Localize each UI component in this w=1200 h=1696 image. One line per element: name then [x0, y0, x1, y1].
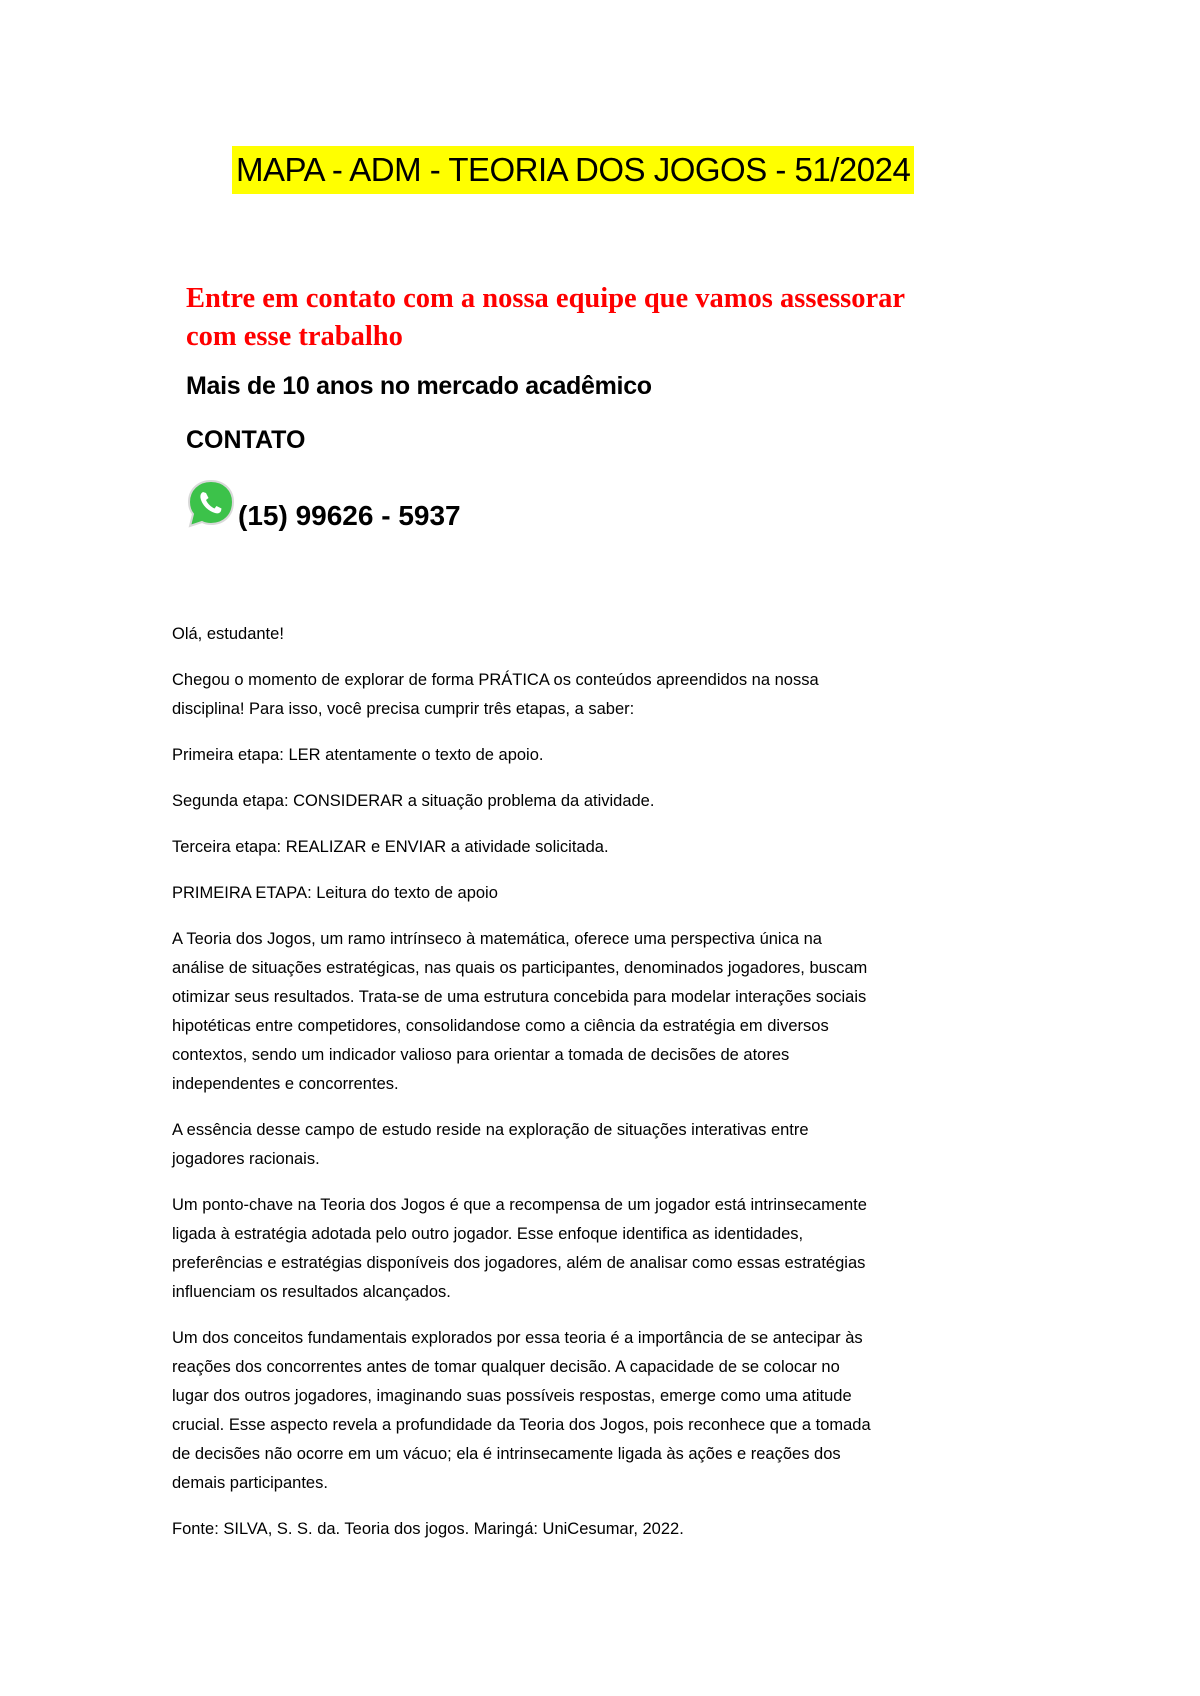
text-line: Chegou o momento de explorar de forma PRÁTICA os conteúdos apreendidos na nossa: [172, 671, 819, 689]
text-line: Segunda etapa: CONSIDERAR a situação problema da atividade.: [172, 792, 655, 810]
text-line: independentes e concorrentes.: [172, 1075, 399, 1093]
text-line: ligada à estratégia adotada pelo outro jogador. Esse enfoque identifica as identidades,: [172, 1225, 804, 1243]
paragraph-step-2: [172, 787, 1072, 816]
text-line: demais participantes.: [172, 1474, 328, 1492]
paragraph-step-3: [172, 833, 1072, 862]
section-heading: [172, 879, 1072, 908]
paragraph-support-3: [172, 1191, 1072, 1307]
text-line: de decisões não ocorre em um vácuo; ela é intrinsecamente ligada às ações e reações dos: [172, 1445, 841, 1463]
text-line: Um ponto-chave na Teoria dos Jogos é que a recompensa de um jogador está intrinsecamente: [172, 1196, 867, 1214]
paragraph-support-4: [172, 1324, 1072, 1498]
text-line: Terceira etapa: REALIZAR e ENVIAR a atividade solicitada.: [172, 838, 609, 856]
text-line: Um dos conceitos fundamentais explorados por essa teoria é a importância de se antecipar às: [172, 1329, 863, 1347]
text-line: lugar dos outros jogadores, imaginando suas possíveis respostas, emerge como uma atitude: [172, 1387, 852, 1405]
text-line: crucial. Esse aspecto revela a profundidade da Teoria dos Jogos, pois reconhece que a tomada: [172, 1416, 871, 1434]
paragraph-greeting: [172, 620, 1072, 649]
text-line: PRIMEIRA ETAPA: Leitura do texto de apoio: [172, 884, 498, 902]
paragraph-step-1: [172, 741, 1072, 770]
years-experience: Mais de 10 anos no mercado acadêmico: [186, 372, 652, 400]
promo-line: com esse trabalho: [186, 321, 403, 352]
paragraph-support-2: [172, 1116, 1072, 1174]
source-citation: [172, 1515, 1072, 1544]
document-title: MAPA - ADM - TEORIA DOS JOGOS - 51/2024: [232, 146, 914, 194]
paragraph-support-1: [172, 925, 1072, 1099]
text-line: Primeira etapa: LER atentamente o texto de apoio.: [172, 746, 544, 764]
document-body: [172, 620, 1072, 1561]
text-line: A Teoria dos Jogos, um ramo intrínseco à matemática, oferece uma perspectiva única na: [172, 930, 822, 948]
text-line: Olá, estudante!: [172, 625, 284, 643]
text-line: A essência desse campo de estudo reside na exploração de situações interativas entre: [172, 1121, 809, 1139]
text-line: jogadores racionais.: [172, 1150, 320, 1168]
promo-line: Entre em contato com a nossa equipe que vamos assessorar: [186, 283, 906, 314]
text-line: hipotéticas entre competidores, consolidandose como a ciência da estratégia em diversos: [172, 1017, 829, 1035]
promo-message: [186, 280, 1086, 356]
text-line: influenciam os resultados alcançados.: [172, 1283, 451, 1301]
text-line: contextos, sendo um indicador valioso para orientar a tomada de decisões de atores: [172, 1046, 790, 1064]
text-line: otimizar seus resultados. Trata-se de uma estrutura concebida para modelar interações sociais: [172, 988, 867, 1006]
text-line: reações dos concorrentes antes de tomar qualquer decisão. A capacidade de se colocar no: [172, 1358, 840, 1376]
contact-label: CONTATO: [186, 426, 306, 454]
text-line: análise de situações estratégicas, nas quais os participantes, denominados jogadores, buscam: [172, 959, 868, 977]
whatsapp-icon: [186, 478, 236, 530]
text-line: disciplina! Para isso, você precisa cumprir três etapas, a saber:: [172, 700, 635, 718]
phone-number: (15) 99626 - 5937: [238, 500, 461, 531]
text-line: preferências e estratégias disponíveis dos jogadores, além de analisar como essas estratégias: [172, 1254, 866, 1272]
paragraph-intro: [172, 666, 1072, 724]
text-line: Fonte: SILVA, S. S. da. Teoria dos jogos. Maringá: UniCesumar, 2022.: [172, 1520, 684, 1538]
